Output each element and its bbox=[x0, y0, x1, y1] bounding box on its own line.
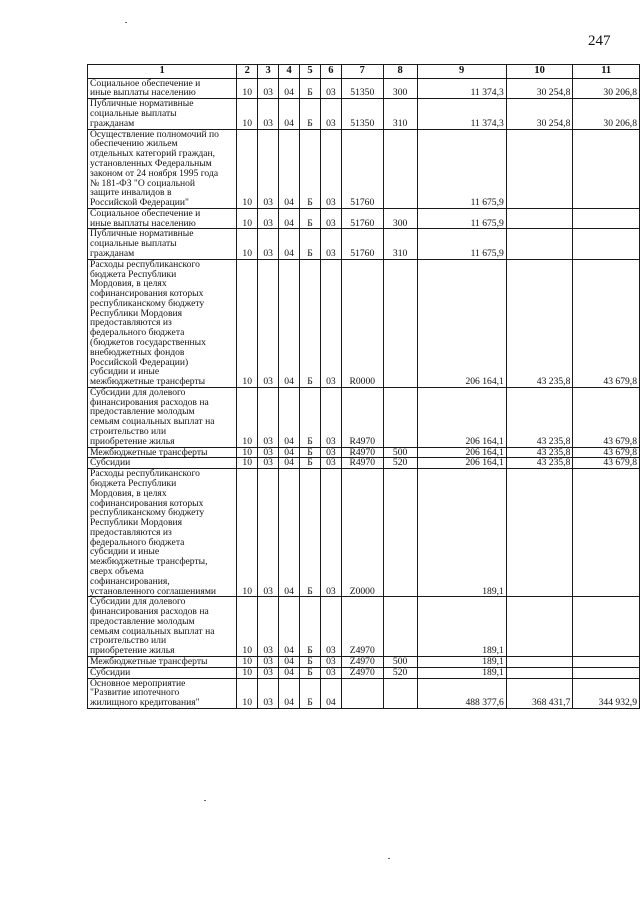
table-cell bbox=[383, 469, 417, 597]
table-cell: Б bbox=[300, 259, 321, 387]
table-cell: 04 bbox=[279, 469, 300, 597]
table-cell: Б bbox=[300, 387, 321, 447]
table-cell: Б bbox=[300, 78, 321, 99]
table-cell: 310 bbox=[383, 229, 417, 259]
table-cell: 03 bbox=[258, 469, 279, 597]
table-cell: 43 235,8 bbox=[506, 387, 573, 447]
table-cell bbox=[573, 597, 640, 657]
table-cell bbox=[341, 678, 383, 708]
table-cell: 10 bbox=[237, 667, 258, 678]
table-cell: 310 bbox=[383, 99, 417, 129]
table-cell: 43 679,8 bbox=[573, 458, 640, 469]
table-cell: 189,1 bbox=[417, 667, 506, 678]
table-cell: 03 bbox=[258, 99, 279, 129]
table-cell: 03 bbox=[258, 667, 279, 678]
table-cell: 10 bbox=[237, 657, 258, 668]
table-cell bbox=[383, 678, 417, 708]
table-cell: 04 bbox=[279, 667, 300, 678]
table-cell: 03 bbox=[320, 469, 341, 597]
table-cell: 04 bbox=[279, 387, 300, 447]
table-cell: 43 235,8 bbox=[506, 458, 573, 469]
table-cell: 30 254,8 bbox=[506, 99, 573, 129]
table-cell: 03 bbox=[320, 208, 341, 229]
table-cell: Б bbox=[300, 657, 321, 668]
table-cell bbox=[506, 129, 573, 208]
row-label: Субсидии bbox=[88, 667, 237, 678]
table-cell: 03 bbox=[320, 259, 341, 387]
table-cell: 51760 bbox=[341, 129, 383, 208]
table-cell: 04 bbox=[279, 99, 300, 129]
table-cell bbox=[573, 657, 640, 668]
table-cell: 04 bbox=[279, 78, 300, 99]
scan-speck bbox=[125, 22, 127, 23]
table-cell: Z0000 bbox=[341, 469, 383, 597]
budget-table bbox=[87, 64, 640, 709]
table-cell bbox=[573, 667, 640, 678]
table-row bbox=[88, 208, 640, 229]
table-cell: 206 164,1 bbox=[417, 447, 506, 458]
table-cell bbox=[506, 597, 573, 657]
table-cell bbox=[383, 129, 417, 208]
table-cell: Б bbox=[300, 678, 321, 708]
table-cell: 30 206,8 bbox=[573, 78, 640, 99]
table-cell: 51350 bbox=[341, 99, 383, 129]
column-header: 7 bbox=[341, 65, 383, 79]
table-cell: 03 bbox=[258, 78, 279, 99]
table-cell: 30 254,8 bbox=[506, 78, 573, 99]
table-cell bbox=[573, 469, 640, 597]
table-cell: 10 bbox=[237, 469, 258, 597]
table-cell: 03 bbox=[320, 387, 341, 447]
table-cell: 43 679,8 bbox=[573, 387, 640, 447]
table-cell bbox=[573, 208, 640, 229]
column-header: 8 bbox=[383, 65, 417, 79]
table-cell: 300 bbox=[383, 78, 417, 99]
table-cell: 04 bbox=[279, 657, 300, 668]
row-label: Публичные нормативные социальные выплаты гражданам bbox=[88, 229, 237, 259]
column-header: 10 bbox=[506, 65, 573, 79]
table-cell: 344 932,9 bbox=[573, 678, 640, 708]
table-cell bbox=[506, 469, 573, 597]
table-cell: 03 bbox=[320, 99, 341, 129]
table-cell: Б bbox=[300, 129, 321, 208]
table-cell: 10 bbox=[237, 99, 258, 129]
table-cell: 300 bbox=[383, 208, 417, 229]
table-cell: 03 bbox=[258, 387, 279, 447]
table-cell: 03 bbox=[258, 678, 279, 708]
table-cell: 03 bbox=[258, 229, 279, 259]
table-cell: 10 bbox=[237, 387, 258, 447]
table-cell: Б bbox=[300, 208, 321, 229]
table-cell: 11 675,9 bbox=[417, 208, 506, 229]
table-cell: 10 bbox=[237, 129, 258, 208]
table-cell: 10 bbox=[237, 229, 258, 259]
table-cell: 520 bbox=[383, 667, 417, 678]
table-row bbox=[88, 387, 640, 447]
table-cell bbox=[506, 657, 573, 668]
table-cell: 10 bbox=[237, 208, 258, 229]
table-row bbox=[88, 667, 640, 678]
table-cell: 04 bbox=[320, 678, 341, 708]
column-header: 4 bbox=[279, 65, 300, 79]
row-label: Расходы республиканского бюджета Республики Мордовия, в целях софинансирования которых республиканскому бюджету Республики Мордовия предоставляются из федерального бюджета субсидии и иные межбюджетные трансферты, сверх объема софинансирования, установленного соглашениями bbox=[88, 469, 237, 597]
table-cell bbox=[506, 208, 573, 229]
table-cell: Б bbox=[300, 667, 321, 678]
column-header: 11 bbox=[573, 65, 640, 79]
table-cell: 03 bbox=[320, 597, 341, 657]
table-cell: 189,1 bbox=[417, 469, 506, 597]
table-cell: 03 bbox=[320, 657, 341, 668]
table-cell: 04 bbox=[279, 259, 300, 387]
table-cell: Б bbox=[300, 447, 321, 458]
table-row bbox=[88, 469, 640, 597]
row-label: Осуществление полномочий по обеспечению жильем отдельных категорий граждан, установленных Федеральным законом от 24 ноября 1995 года № 181-ФЗ "О социальной защите инвалидов в Российской Федерации" bbox=[88, 129, 237, 208]
table-cell: 11 675,9 bbox=[417, 229, 506, 259]
table-cell: 10 bbox=[237, 259, 258, 387]
table-cell: 03 bbox=[258, 447, 279, 458]
table-cell: 03 bbox=[258, 458, 279, 469]
row-label: Основное мероприятие "Развитие ипотечного жилищного кредитования" bbox=[88, 678, 237, 708]
table-cell: 206 164,1 bbox=[417, 387, 506, 447]
row-label: Субсидии для долевого финансирования расходов на предоставление молодым семьям социальных выплат на строительство или приобретение жилья bbox=[88, 597, 237, 657]
table-cell: 03 bbox=[320, 447, 341, 458]
table-cell: 04 bbox=[279, 129, 300, 208]
table-cell: 11 675,9 bbox=[417, 129, 506, 208]
table-cell: R4970 bbox=[341, 458, 383, 469]
table-cell: 03 bbox=[258, 259, 279, 387]
table-cell: 51760 bbox=[341, 229, 383, 259]
table-cell: 189,1 bbox=[417, 597, 506, 657]
scan-speck bbox=[204, 800, 206, 801]
table-cell: 43 235,8 bbox=[506, 447, 573, 458]
table-cell: Z4970 bbox=[341, 597, 383, 657]
table-cell: 488 377,6 bbox=[417, 678, 506, 708]
table-cell: 04 bbox=[279, 447, 300, 458]
table-cell: 04 bbox=[279, 208, 300, 229]
table-cell bbox=[383, 387, 417, 447]
table-cell bbox=[383, 259, 417, 387]
table-cell: 03 bbox=[320, 129, 341, 208]
table-cell bbox=[506, 229, 573, 259]
table-cell: 03 bbox=[258, 657, 279, 668]
table-cell: Б bbox=[300, 597, 321, 657]
table-row bbox=[88, 458, 640, 469]
table-row bbox=[88, 678, 640, 708]
table-cell: 10 bbox=[237, 678, 258, 708]
table-row bbox=[88, 259, 640, 387]
table-cell: 04 bbox=[279, 458, 300, 469]
table-row bbox=[88, 657, 640, 668]
table-row bbox=[88, 447, 640, 458]
row-label: Расходы республиканского бюджета Республики Мордовия, в целях софинансирования которых республиканскому бюджету Республики Мордовия предоставляются из федерального бюджета (бюджетов государственных внебюджетных фондов Российской Федерации) субсидии и иные межбюджетные трансферты bbox=[88, 259, 237, 387]
table-cell: 51760 bbox=[341, 208, 383, 229]
table-row bbox=[88, 78, 640, 99]
row-label: Межбюджетные трансферты bbox=[88, 657, 237, 668]
column-header: 5 bbox=[300, 65, 321, 79]
table-cell: 206 164,1 bbox=[417, 259, 506, 387]
table-cell: R4970 bbox=[341, 447, 383, 458]
table-cell bbox=[383, 597, 417, 657]
table-cell: 10 bbox=[237, 458, 258, 469]
table-cell: R0000 bbox=[341, 259, 383, 387]
table-cell: 03 bbox=[320, 458, 341, 469]
row-label: Социальное обеспечение и иные выплаты населению bbox=[88, 208, 237, 229]
table-cell bbox=[506, 667, 573, 678]
row-label: Субсидии bbox=[88, 458, 237, 469]
table-cell: Б bbox=[300, 458, 321, 469]
table-cell: 206 164,1 bbox=[417, 458, 506, 469]
table-cell: 500 bbox=[383, 657, 417, 668]
table-cell: 30 206,8 bbox=[573, 99, 640, 129]
table-cell: 10 bbox=[237, 447, 258, 458]
table-cell: Б bbox=[300, 229, 321, 259]
table-cell: 43 679,8 bbox=[573, 447, 640, 458]
scan-speck bbox=[388, 858, 390, 859]
table-cell: 11 374,3 bbox=[417, 78, 506, 99]
table-cell: 11 374,3 bbox=[417, 99, 506, 129]
table-header-row bbox=[88, 65, 640, 79]
table-cell: 10 bbox=[237, 597, 258, 657]
table-body bbox=[88, 78, 640, 708]
table-cell: 10 bbox=[237, 78, 258, 99]
table-cell: 43 235,8 bbox=[506, 259, 573, 387]
row-label: Межбюджетные трансферты bbox=[88, 447, 237, 458]
table-cell: Z4970 bbox=[341, 657, 383, 668]
table-cell: 368 431,7 bbox=[506, 678, 573, 708]
row-label: Субсидии для долевого финансирования расходов на предоставление молодым семьям социальных выплат на строительство или приобретение жилья bbox=[88, 387, 237, 447]
table-cell bbox=[573, 129, 640, 208]
table-cell: 03 bbox=[258, 129, 279, 208]
table-cell: 03 bbox=[320, 229, 341, 259]
table-cell: Б bbox=[300, 99, 321, 129]
table-row bbox=[88, 229, 640, 259]
table-cell: 03 bbox=[258, 208, 279, 229]
table-row bbox=[88, 99, 640, 129]
table-cell: 03 bbox=[258, 597, 279, 657]
table-cell: R4970 bbox=[341, 387, 383, 447]
table-cell: 520 bbox=[383, 458, 417, 469]
column-header: 3 bbox=[258, 65, 279, 79]
page-number: 247 bbox=[588, 33, 611, 49]
column-header: 1 bbox=[88, 65, 237, 79]
table-cell: Z4970 bbox=[341, 667, 383, 678]
table-cell: 04 bbox=[279, 229, 300, 259]
table-cell bbox=[573, 229, 640, 259]
table-cell: 51350 bbox=[341, 78, 383, 99]
table-cell: 03 bbox=[320, 78, 341, 99]
row-label: Публичные нормативные социальные выплаты гражданам bbox=[88, 99, 237, 129]
table-cell: 03 bbox=[320, 667, 341, 678]
table-row bbox=[88, 597, 640, 657]
table-cell: Б bbox=[300, 469, 321, 597]
column-header: 2 bbox=[237, 65, 258, 79]
table-cell: 43 679,8 bbox=[573, 259, 640, 387]
table-cell: 189,1 bbox=[417, 657, 506, 668]
column-header: 6 bbox=[320, 65, 341, 79]
table-row bbox=[88, 129, 640, 208]
row-label: Социальное обеспечение и иные выплаты населению bbox=[88, 78, 237, 99]
table-cell: 04 bbox=[279, 597, 300, 657]
table-cell: 04 bbox=[279, 678, 300, 708]
column-header: 9 bbox=[417, 65, 506, 79]
table-cell: 500 bbox=[383, 447, 417, 458]
